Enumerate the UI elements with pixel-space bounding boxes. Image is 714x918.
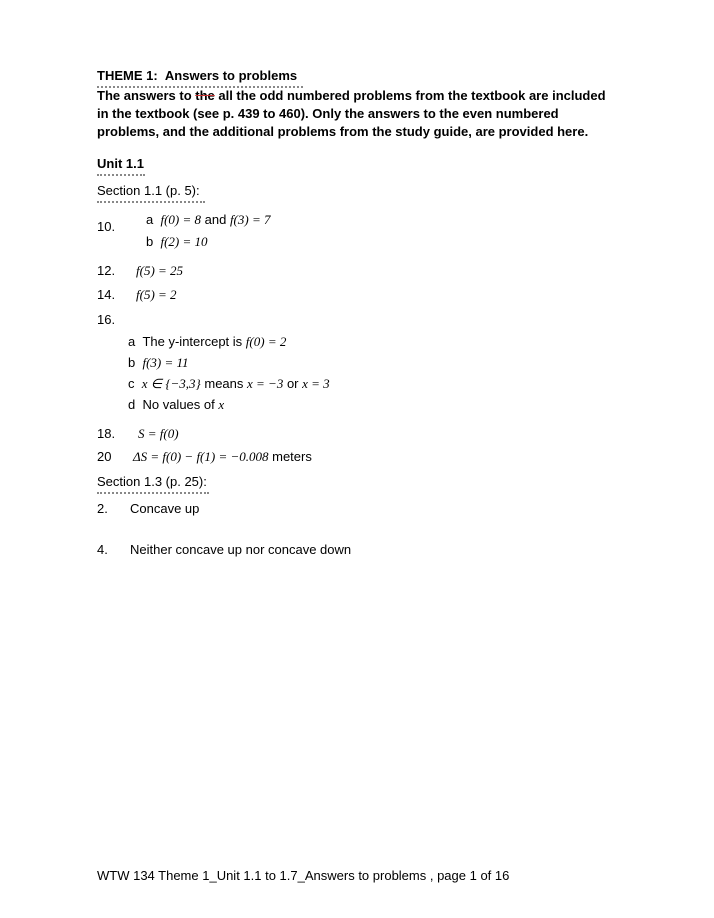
problem-number: 18. (97, 426, 116, 441)
problem-number: 12. (97, 263, 116, 278)
answer-text: No values of (142, 397, 219, 412)
math-expression: x = 3 (302, 376, 330, 391)
part-letter: c (128, 376, 135, 391)
answer-text: and (201, 212, 230, 227)
part-letter: a (128, 334, 136, 349)
answer-text: meters (268, 449, 312, 464)
theme-colon: : (153, 68, 158, 83)
theme-label: THEME 1 (97, 68, 154, 83)
intro-line-2: in the textbook (see p. 439 to 460). Only the answers to the even numbered (97, 106, 559, 121)
math-expression: x (218, 397, 225, 412)
answer-text: The y-intercept is (142, 334, 246, 349)
math-expression: ΔS = f(0) − f(1) = −0.008 (133, 449, 269, 464)
problem-number: 10. (97, 219, 116, 234)
answer-text: means (200, 376, 247, 391)
answer-part (146, 212, 270, 228)
section-heading: Section 1.1 (p. 5): (97, 183, 200, 198)
math-expression: x ∈ {−3,3} (141, 376, 201, 391)
problem-number: 20 (97, 449, 112, 464)
spellcheck-underline (97, 171, 145, 176)
intro-line-1 (97, 88, 606, 103)
intro-text: all the odd numbered problems from the textbook are included (214, 88, 606, 103)
answer-part (133, 449, 312, 465)
answer-text: Concave up (130, 501, 200, 516)
answer-part (128, 355, 189, 371)
part-letter: d (128, 397, 136, 412)
intro-line-3: problems, and the additional problems from the study guide, are provided here. (97, 124, 589, 139)
math-expression: f(0) = 8 (160, 212, 202, 227)
theme-title: Answers to problems (164, 68, 298, 83)
math-expression: f(2) = 10 (160, 234, 208, 249)
theme-header (97, 68, 297, 83)
struck-word: the (195, 88, 215, 103)
problem-number: 14. (97, 287, 116, 302)
page-footer: WTW 134 Theme 1_Unit 1.1 to 1.7_Answers to problems , page 1 of 16 (97, 868, 510, 883)
answer-text: or (283, 376, 303, 391)
spellcheck-underline (97, 489, 209, 494)
answer-part (128, 397, 224, 413)
math-expression: x = −3 (247, 376, 284, 391)
math-expression: f(0) = 2 (245, 334, 287, 349)
intro-text: The answers to (97, 88, 196, 103)
answer-text: Neither concave up nor concave down (130, 542, 352, 557)
part-letter: a (146, 212, 154, 227)
unit-title: Unit 1.1 (97, 156, 144, 171)
answer-part (128, 376, 330, 392)
part-letter: b (146, 234, 154, 249)
part-letter: b (128, 355, 136, 370)
answer-part (146, 234, 208, 250)
section-heading: Section 1.3 (p. 25): (97, 474, 207, 489)
math-expression: S = f(0) (138, 426, 179, 441)
math-expression: f(3) = 7 (229, 212, 271, 227)
math-expression: f(3) = 11 (142, 355, 189, 370)
math-expression: f(5) = 25 (136, 263, 184, 278)
spellcheck-underline (97, 198, 205, 203)
answer-part (128, 334, 286, 350)
problem-number: 2. (97, 501, 108, 516)
math-expression: f(5) = 2 (136, 287, 177, 302)
problem-number: 4. (97, 542, 108, 557)
problem-number: 16. (97, 312, 116, 327)
